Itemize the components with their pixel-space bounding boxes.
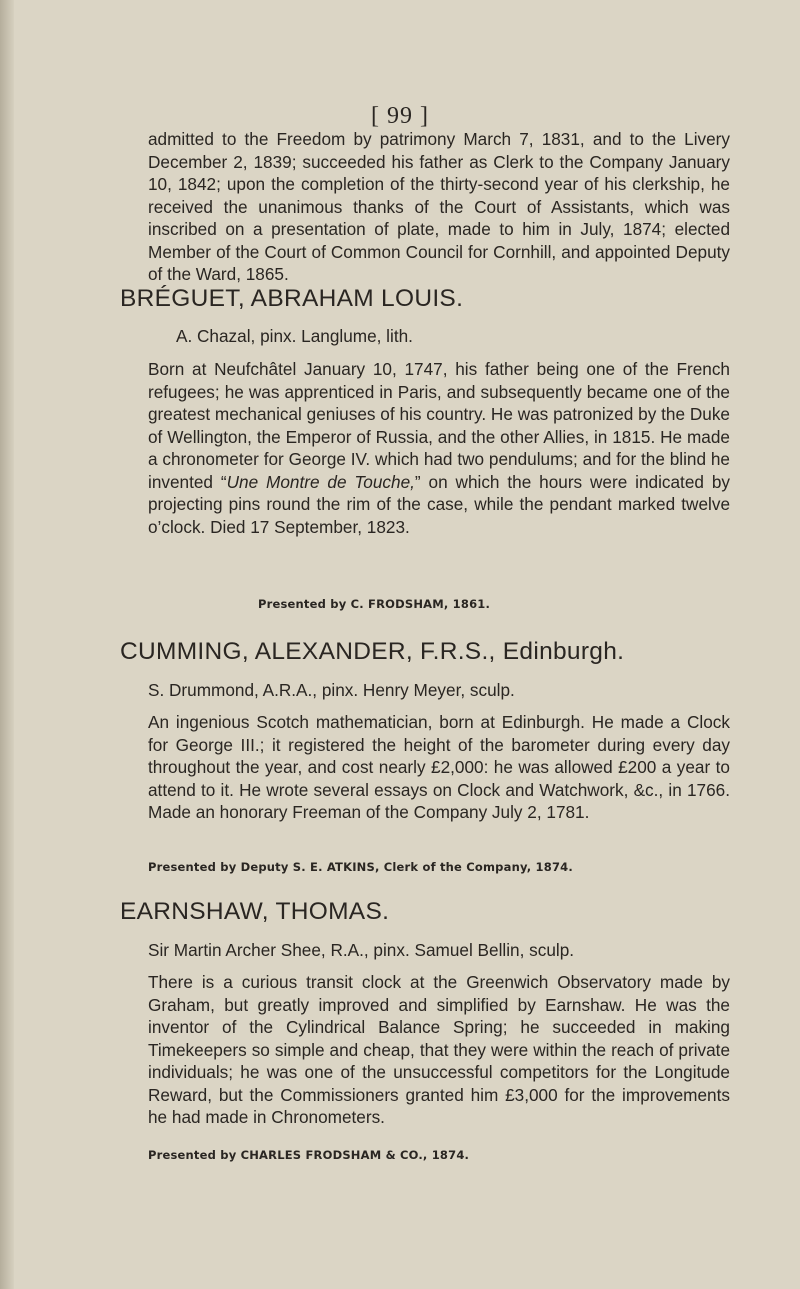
entry-body-breguet [148,358,730,538]
entry-artists-earnshaw: Sir Martin Archer Shee, R.A., pinx. Samuel Bellin, sculp. [148,940,575,960]
page-number: [ 99 ] [371,103,429,129]
entry-artists-cumming: S. Drummond, A.R.A., pinx. Henry Meyer, sculp. [148,680,515,700]
entry-body-breguet-italic: Une Montre de Touche, [226,471,415,492]
entry-heading-cumming: CUMMING, ALEXANDER, F.R.S., Edinburgh. [120,638,625,665]
entry-body-earnshaw: There is a curious transit clock at the Greenwich Observatory made by Graham, but greatly improved and simplified by Earnshaw. He was the inventor of the Cylindrical Balance Spring; he succeeded in making Timekeepers so simple and cheap, that they were within the reach of private individuals; he was one of the unsuccessful competitors for the Longitude Reward, but the Commissioners granted him £3,000 for the improvements he had made in Chronometers. [148,972,730,1127]
entry-heading-earnshaw: EARNSHAW, THOMAS. [120,898,390,925]
entry-body-breguet-part2: ” on which the hours were indicated by projecting pins round the rim of the case, while the pendant marked twelve o’clock. Died 17 September, 1823. [148,471,730,537]
entry-presented-breguet: Presented by C. FRODSHAM, 1861. [258,597,491,611]
entry-artists-breguet: A. Chazal, pinx. Langlume, lith. [176,326,413,346]
entry-heading-breguet: BRÉGUET, ABRAHAM LOUIS. [120,285,464,312]
intro-paragraph: admitted to the Freedom by patrimony March 7, 1831, and to the Livery December 2, 1839; succeeded his father as Clerk to the Company January 10, 1842; upon the completion of the thirty-second year of his clerkship, he received the unanimous thanks of the Court of Assistants, which was inscribed on a presentation of plate, made to him in July, 1874; elected Member of the Court of Common Council for Cornhill, and appointed Deputy of the Ward, 1865. [148,129,730,284]
entry-presented-earnshaw: Presented by CHARLES FRODSHAM & CO., 1874. [148,1148,470,1162]
entry-body-breguet-part1: Born at Neufchâtel January 10, 1747, his father being one of the French refugees; he was apprenticed in Paris, and subsequently became one of the greatest mechanical geniuses of his country. He was patronized by the Duke of Wellington, the Emperor of Russia, and the other Allies, in 1815. He made a chronometer for George IV. which had two pendulums; and for the blind he invented “ [148,359,730,492]
page-spine-shadow [0,0,14,1289]
entry-body-cumming: An ingenious Scotch mathematician, born at Edinburgh. He made a Clock for George III.; it registered the height of the barometer during every day throughout the year, and cost nearly £2,000: he was allowed £200 a year to attend to it. He wrote several essays on Clock and Watchwork, &c., in 1766. Made an honorary Freeman of the Company July 2, 1781. [148,712,730,822]
entry-presented-cumming: Presented by Deputy S. E. ATKINS, Clerk of the Company, 1874. [148,860,573,874]
